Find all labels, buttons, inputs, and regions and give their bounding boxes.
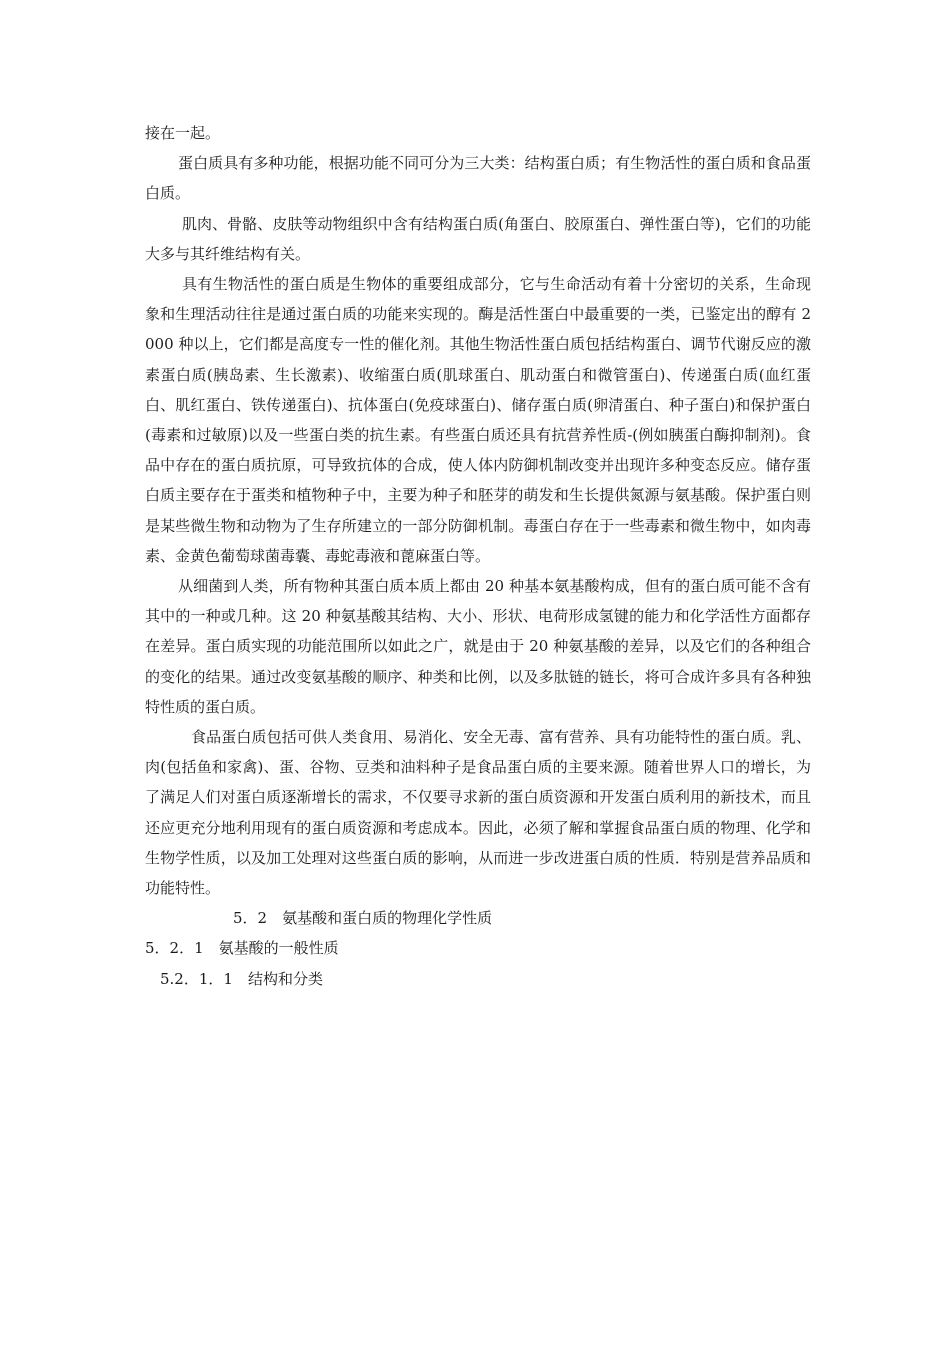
paragraph-continuation: 接在一起。	[145, 124, 221, 142]
subsubsection-heading: 5.2．1．1 结构和分类	[160, 969, 323, 988]
page-body	[145, 118, 811, 994]
paragraph-food-proteins: 食品蛋白质包括可供人类食用、易消化、安全无毒、富有营养、具有功能特性的蛋白质。乳、肉(包括鱼和家禽)、蛋、谷物、豆类和油料种子是食品蛋白质的主要来源。随着世界人口的增长，为了满足人们对蛋白质逐渐增长的需求，不仅要寻求新的蛋白质资源和开发蛋白质利用的新技术，而且还应更充分地利用现有的蛋白质资源和考虑成本。因此，必须了解和掌握食品蛋白质的物理、化学和生物学性质，以及加工处理对这些蛋白质的影响，从而进一步改进蛋白质的性质．特别是营养品质和功能特性。	[145, 728, 811, 898]
paragraph-structural-proteins: 肌肉、骨骼、皮肤等动物组织中含有结构蛋白质(角蛋白、胶原蛋白、弹性蛋白等)，它们的功能大多与其纤维结构有关。	[145, 214, 811, 263]
paragraph-bioactive-proteins: 具有生物活性的蛋白质是生物体的重要组成部分，它与生命活动有着十分密切的关系，生命现象和生理活动往往是通过蛋白质的功能来实现的。酶是活性蛋白中最重要的一类，已鉴定出的醇有 2000 种以上，它们都是高度专一性的催化剂。其他生物活性蛋白质包括结构蛋白、调节代谢反应的激素蛋白质(胰岛素、生长激素)、收缩蛋白质(肌球蛋白、肌动蛋白和微管蛋白)、传递蛋白质(血红蛋白、肌红蛋白、铁传递蛋白)、抗体蛋白(免疫球蛋白)、储存蛋白质(卵清蛋白、种子蛋白)和保护蛋白(毒素和过敏原)以及一些蛋白类的抗生素。有些蛋白质还具有抗营养性质-(例如胰蛋白酶抑制剂)。食品中存在的蛋白质抗原，可导致抗体的合成，使人体内防御机制改变并出现许多种变态反应。储存蛋白质主要存在于蛋类和植物种子中，主要为种子和胚芽的萌发和生长提供氮源与氨基酸。保护蛋白则是某些微生物和动物为了生存所建立的一部分防御机制。毒蛋白存在于一些毒素和微生物中，如肉毒素、金黄色葡萄球菌毒囊、毒蛇毒液和蓖麻蛋白等。	[145, 275, 811, 565]
paragraph-protein-functions: 蛋白质具有多种功能，根据功能不同可分为三大类：结构蛋白质；有生物活性的蛋白质和食品蛋白质。	[145, 154, 811, 203]
subsection-heading: 5．2．1 氨基酸的一般性质	[145, 939, 339, 958]
paragraph-amino-acids: 从细菌到人类，所有物种其蛋白质本质上都由 20 种基本氨基酸构成，但有的蛋白质可能不含有其中的一种或几种。这 20 种氨基酸其结构、大小、形状、电荷形成氢键的能力和化学活性方面都存在差异。蛋白质实现的功能范围所以如此之广，就是由于 20 种氨基酸的差异，以及它们的各种组合的变化的结果。通过改变氨基酸的顺序、种类和比例，以及多肽链的链长，将可合成许多具有各种独特性质的蛋白质。	[145, 577, 811, 716]
section-heading: 5．2 氨基酸和蛋白质的物理化学性质	[233, 909, 493, 928]
